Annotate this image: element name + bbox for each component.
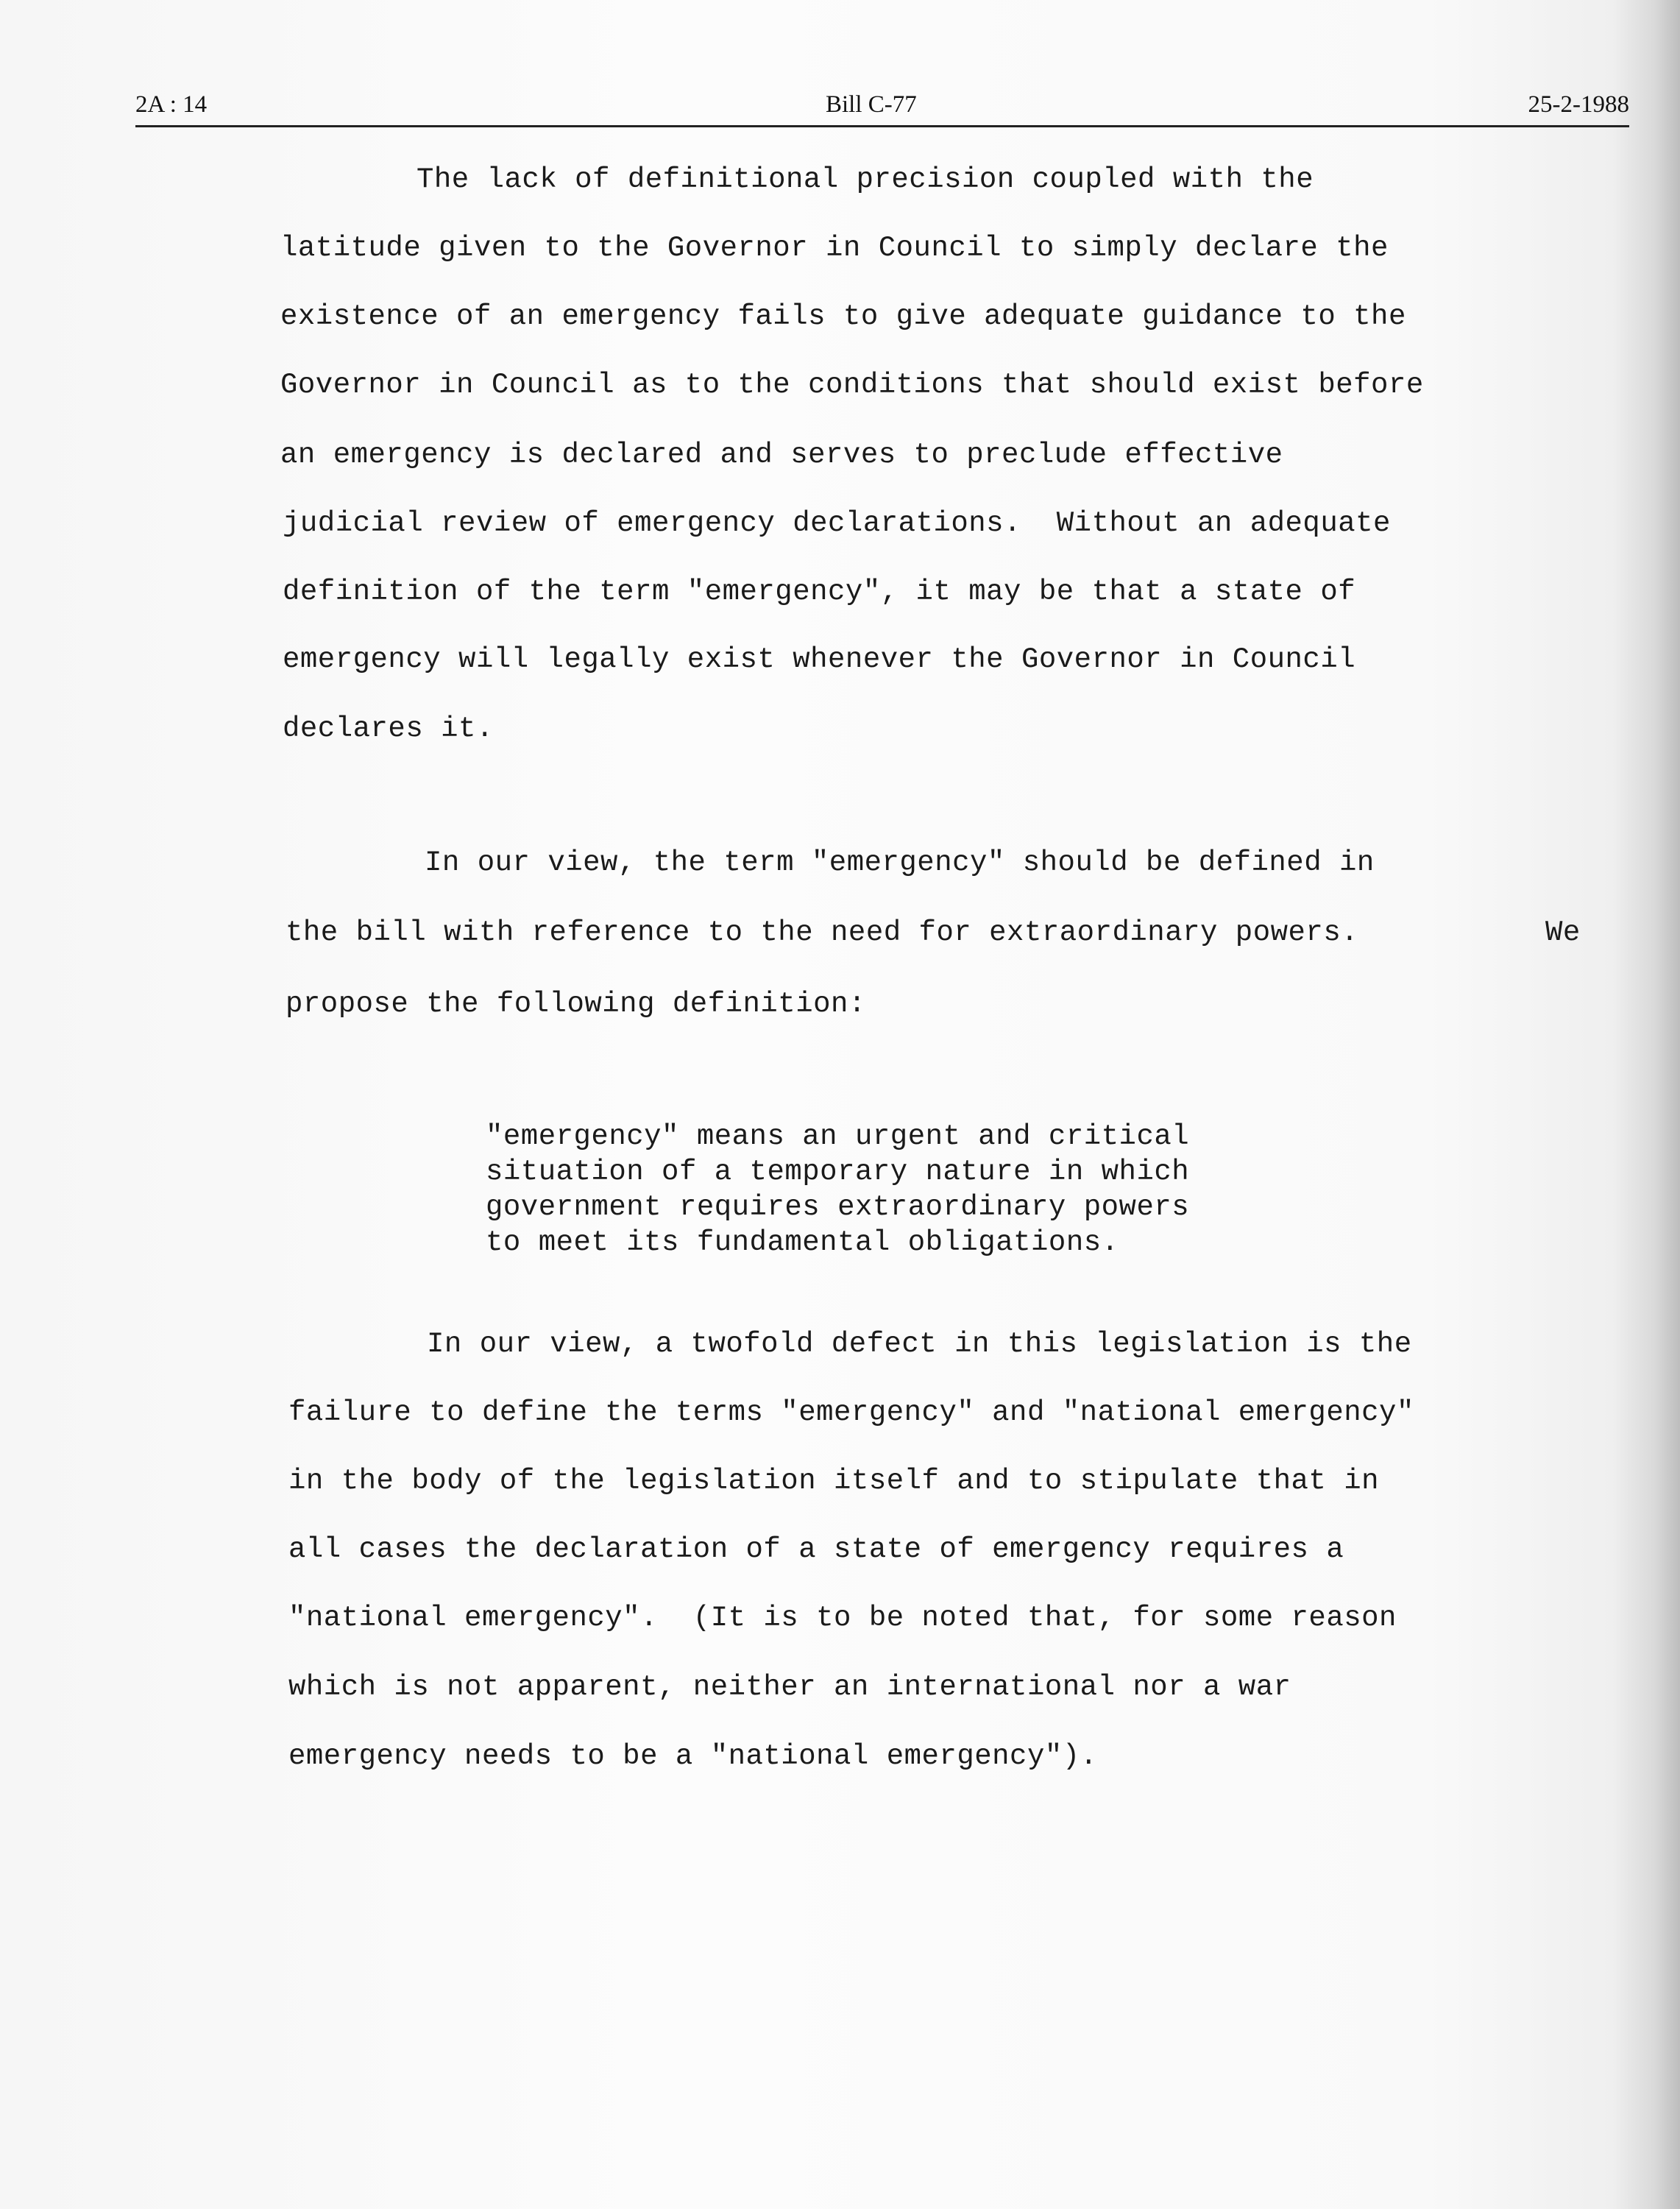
paragraph-line: the bill with reference to the need for extraordinary powers. — [286, 916, 1359, 949]
paragraph-line-tail: We — [1545, 916, 1581, 949]
paragraph-line: judicial review of emergency declarations. Without an adequate — [283, 507, 1391, 540]
definition-line: government requires extraordinary powers — [486, 1191, 1190, 1223]
paragraph-line: all cases the declaration of a state of emergency requires a — [288, 1533, 1344, 1566]
paragraph-line: declares it. — [283, 713, 494, 745]
definition-line: situation of a temporary nature in which — [486, 1156, 1190, 1188]
paragraph-line: In our view, the term "emergency" should be defined in — [425, 847, 1375, 879]
definition-line: to meet its fundamental obligations. — [486, 1226, 1119, 1259]
paragraph-line: definition of the term "emergency", it may be that a state of — [283, 576, 1356, 608]
page-header — [135, 91, 1629, 128]
definition-line: "emergency" means an urgent and critical — [486, 1120, 1190, 1153]
paragraph-line: In our view, a twofold defect in this legislation is the — [427, 1328, 1412, 1360]
paragraph-line: which is not apparent, neither an international nor a war — [288, 1671, 1291, 1703]
bill-number: Bill C-77 — [826, 91, 917, 118]
header-rule — [135, 125, 1629, 127]
paragraph-line: failure to define the terms "emergency" and "national emergency" — [288, 1396, 1414, 1429]
paragraph-line: latitude given to the Governor in Council to simply declare the — [280, 232, 1389, 264]
page-reference: 2A : 14 — [135, 91, 208, 118]
paragraph-line: existence of an emergency fails to give adequate guidance to the — [280, 300, 1406, 333]
paragraph-line: emergency will legally exist whenever the Governor in Council — [283, 643, 1356, 676]
paragraph-line: in the body of the legislation itself and to stipulate that in — [288, 1465, 1380, 1497]
paragraph-line: "national emergency". (It is to be noted that, for some reason — [288, 1602, 1397, 1634]
paragraph-line: Governor in Council as to the conditions that should exist before — [280, 369, 1424, 401]
paragraph-line: propose the following definition: — [286, 988, 866, 1020]
header-date: 25-2-1988 — [1528, 91, 1629, 118]
paragraph-line: emergency needs to be a "national emergency"). — [288, 1740, 1098, 1772]
paragraph-line: The lack of definitional precision coupled with the — [417, 163, 1314, 196]
paragraph-line: an emergency is declared and serves to preclude effective — [280, 439, 1283, 471]
